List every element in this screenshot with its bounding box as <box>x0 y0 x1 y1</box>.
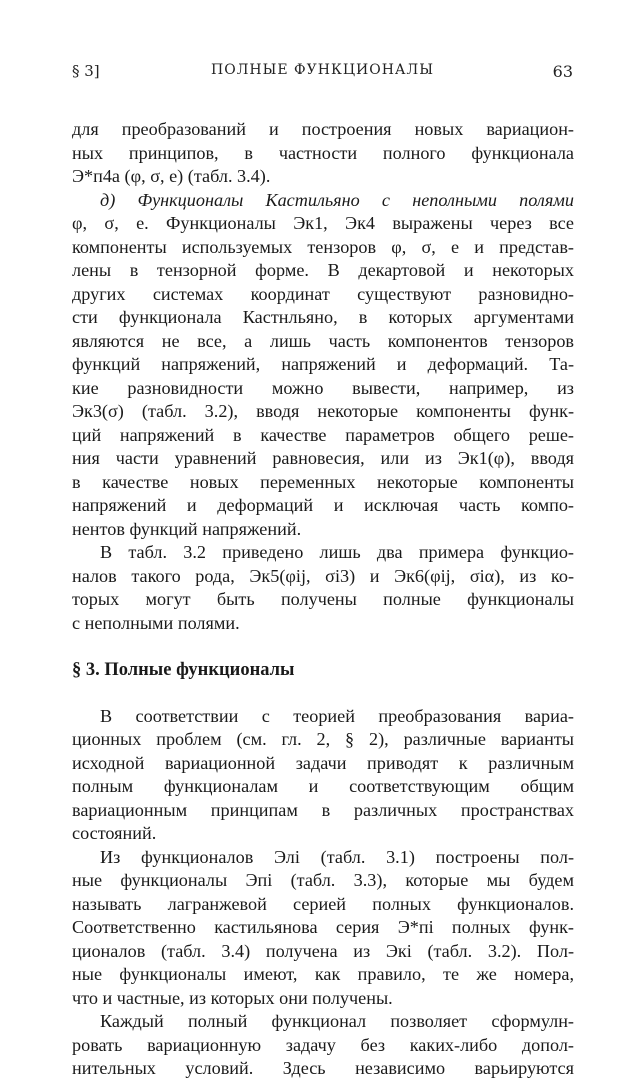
text-line: сти функционала Кастнльяно, в которых аргументами <box>72 307 574 327</box>
paragraph-1 <box>72 118 574 189</box>
text-line: ные функционалы Эпi (табл. 3.3), которые мы будем <box>72 870 574 890</box>
text-line: кие разновидности можно вывести, например, из <box>72 377 574 398</box>
paragraph-6 <box>72 1010 574 1081</box>
paragraph-4 <box>72 705 574 846</box>
text-line: торых могут быть получены полные функционалы <box>72 589 574 609</box>
text-line: полным функционалам и соответствующим общим <box>72 776 574 796</box>
page-body <box>72 118 574 1081</box>
header-title: ПОЛНЫЕ ФУНКЦИОНАЛЫ <box>211 62 434 78</box>
text-line: функций напряжений, напряжений и деформаций. Та- <box>72 354 574 374</box>
text-line: что и частные, из которых они получены. <box>72 987 393 1008</box>
text-line: в качестве новых переменных некоторые компоненты <box>72 471 574 492</box>
text-line: являются не все, а лишь часть компонентов тензоров <box>72 330 574 351</box>
text-line: ровать вариационную задачу без каких-либо допол- <box>72 1034 574 1055</box>
text-line: исходной вариационной задачи приводят к различным <box>72 752 574 773</box>
text-line: компоненты используемых тензоров φ, σ, e и представ- <box>72 236 574 257</box>
text-line: ные функционалы имеют, как правило, те же номера, <box>72 964 574 984</box>
text-line: состояний. <box>72 823 157 843</box>
text-line: В табл. 3.2 приведено лишь два примера функцио- <box>100 542 574 562</box>
text-line: называть лагранжевой серией полных функционалов. <box>72 893 574 914</box>
text-line: вариационным принципам в различных пространствах <box>72 799 574 820</box>
text-line: лены в тензорной форме. В декартовой и некоторых <box>72 260 574 280</box>
header-section: § 3] <box>72 62 100 80</box>
text-line: ния части уравнений равновесия, или из Эк1(φ), вводя <box>72 448 574 468</box>
page-number: 63 <box>552 62 573 81</box>
text-line: нентов функций напряжений. <box>72 518 302 539</box>
text-line: ционалов (табл. 3.4) получена из Экi (табл. 3.2). Пол- <box>72 940 574 961</box>
running-header <box>72 62 573 86</box>
text-line: напряжений и деформаций и исключая часть компо- <box>72 495 574 515</box>
paragraph-5 <box>72 846 574 1011</box>
paragraph-castigliano-partial <box>72 189 574 542</box>
text-line: Э*п4а (φ, σ, e) (табл. 3.4). <box>72 166 271 186</box>
text-line: ных принципов, в частности полного функционала <box>72 142 574 163</box>
text-line: В соответствии с теорией преобразования вариа- <box>100 705 574 726</box>
text-line: Каждый полный функционал позволяет сформулн- <box>100 1011 574 1031</box>
text-line: д) Функционалы Кастильяно с неполными полями <box>100 189 574 210</box>
text-line: Соответственно кастильянова серия Э*пi полных функ- <box>72 917 574 937</box>
text-line: для преобразований и построения новых вариацион- <box>72 119 574 139</box>
text-line: налов такого рода, Эк5(φij, σi3) и Эк6(φij, σiα), из ко- <box>72 565 574 586</box>
text-line: других системах координат существуют разновидно- <box>72 283 574 304</box>
text-line: Эк3(σ) (табл. 3.2), вводя некоторые компоненты функ- <box>72 401 574 421</box>
text-line: с неполными полями. <box>72 612 240 633</box>
text-line: нительных условий. Здесь независимо варьируются <box>72 1058 574 1078</box>
text-line: ционных проблем (см. гл. 2, § 2), различные варианты <box>72 729 574 749</box>
section-heading: § 3. Полные функционалы <box>72 660 295 680</box>
text-line: Из функционалов Элi (табл. 3.1) построены пол- <box>100 846 574 867</box>
text-line: φ, σ, e. Функционалы Эк1, Эк4 выражены через все <box>72 213 574 233</box>
paragraph-3 <box>72 541 574 635</box>
text-line: ций напряжений в качестве параметров общего реше- <box>72 424 574 445</box>
